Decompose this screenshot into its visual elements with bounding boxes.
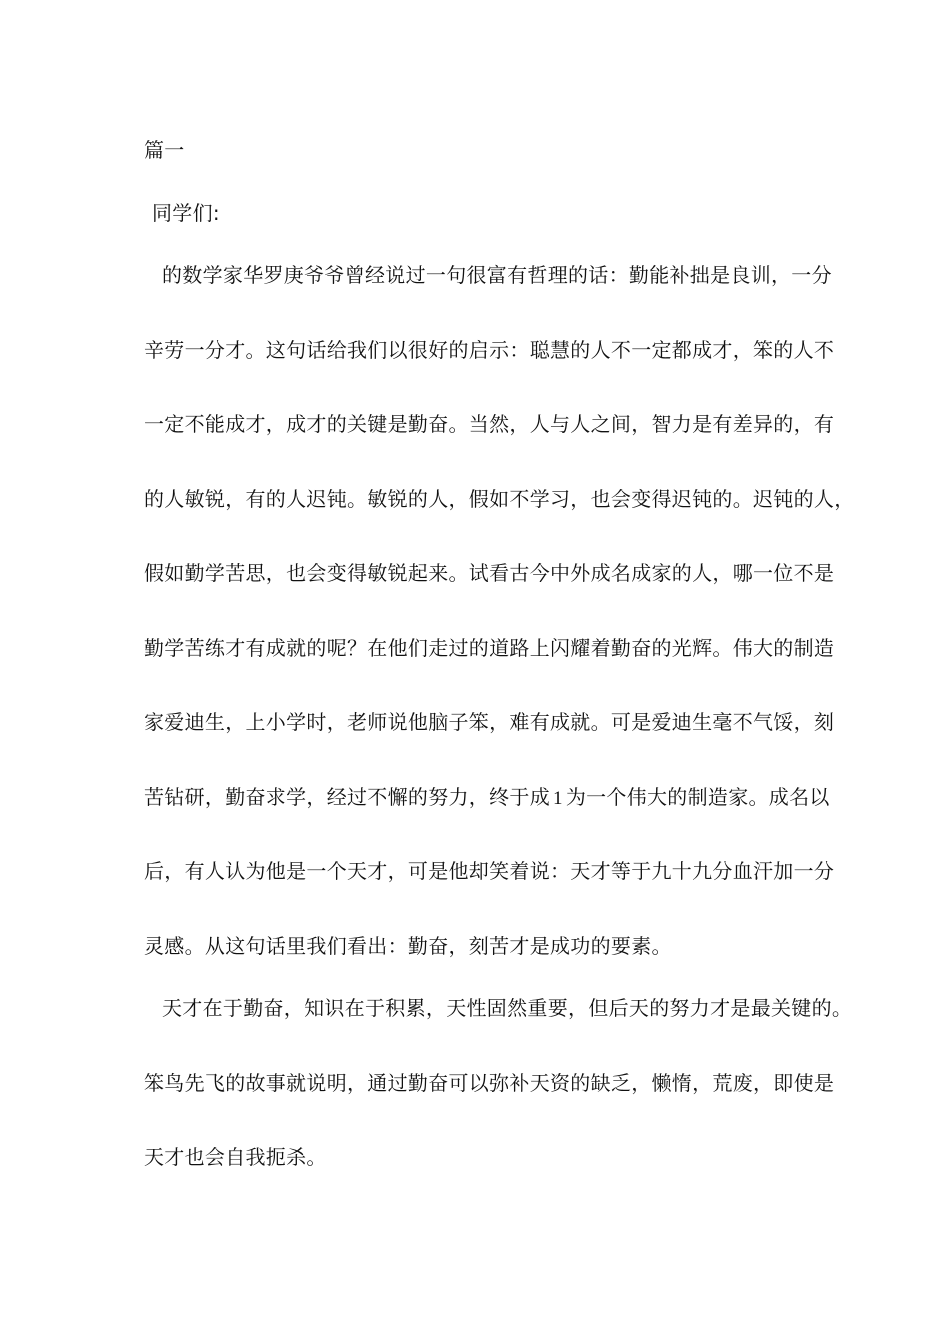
paragraph-line: 后，有人认为他是一个天才，可是他却笑着说：天才等于九十九分血汗加一分 (144, 859, 835, 883)
paragraph-line: 辛劳一分才。这句话给我们以很好的启示：聪慧的人不一定都成才，笨的人不 (144, 338, 835, 362)
section-heading: 篇一 (144, 138, 185, 162)
paragraph-line: 笨鸟先飞的故事就说明，通过勤奋可以弥补天资的缺乏，懒惰，荒废，即使是 (144, 1071, 835, 1095)
paragraph-line: 家爱迪生，上小学时，老师说他脑子笨，难有成就。可是爱迪生毫不气馁，刻 (144, 710, 835, 734)
page-number: 1 (553, 788, 563, 809)
paragraph-line: 的人敏锐，有的人迟钝。敏锐的人，假如不学习，也会变得迟钝的。迟钝的人， (144, 487, 855, 511)
paragraph-line: 的数学家华罗庚爷爷曾经说过一句很富有哲理的话：勤能补拙是良训，一分 (162, 263, 832, 287)
paragraph-line: 一定不能成才，成才的关键是勤奋。当然，人与人之间，智力是有差异的，有 (144, 412, 835, 436)
paragraph-line: 天才在于勤奋，知识在于积累，天性固然重要，但后天的努力才是最关键的。 (162, 996, 853, 1020)
paragraph-line: 勤学苦练才有成就的呢？在他们走过的道路上闪耀着勤奋的光辉。伟大的制造 (144, 636, 835, 660)
salutation: 同学们: (152, 201, 220, 225)
paragraph-line: 灵感。从这句话里我们看出：勤奋，刻苦才是成功的要素。 (144, 934, 672, 958)
paragraph-line: 天才也会自我扼杀。 (144, 1145, 327, 1169)
paragraph-line-part: 为一个伟大的制造家。成名以 (565, 785, 830, 809)
paragraph-line: 假如勤学苦思，也会变得敏锐起来。试看古今中外成名成家的人，哪一位不是 (144, 561, 835, 585)
paragraph-line (144, 785, 830, 811)
paragraph-line-part: 苦钻研，勤奋求学，经过不懈的努力，终于成 (144, 785, 550, 809)
